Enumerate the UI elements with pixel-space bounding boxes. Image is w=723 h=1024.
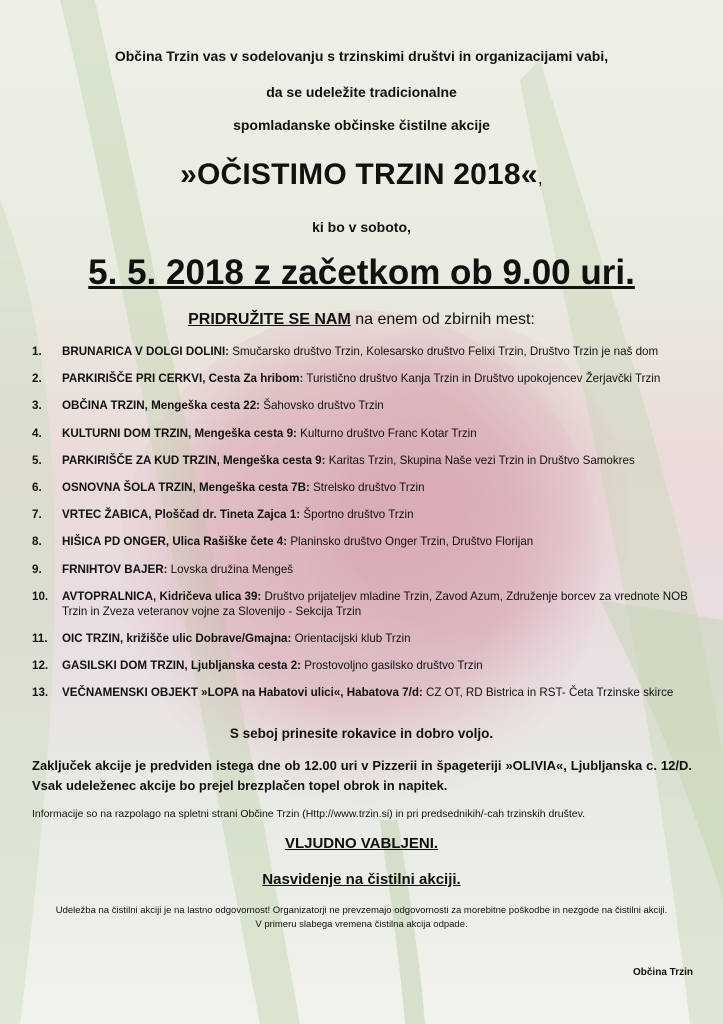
location-groups: Šahovsko društvo Trzin xyxy=(260,399,384,413)
location-place: OBČINA TRZIN, Mengeška cesta 22: xyxy=(62,399,261,413)
location-groups: Smučarsko društvo Trzin, Kolesarsko društvo Felixi Trzin, Društvo Trzin je naš dom xyxy=(229,345,659,358)
location-place: PARKIRIŠČE PRI CERKVI, Cesta Za hribom: xyxy=(62,372,304,386)
location-number: 6. xyxy=(32,480,42,494)
location-item xyxy=(32,480,692,495)
intro-line-1: Občina Trzin vas v sodelovanju s trzinskimi društvi in organizacijami vabi, xyxy=(114,48,609,64)
location-place: BRUNARICA V DOLGI DOLINI: xyxy=(62,345,230,358)
location-groups: Orientacijski klub Trzin xyxy=(291,631,411,645)
location-item xyxy=(32,562,692,577)
bring-note: S seboj prinesite rokavice in dobro voljo. xyxy=(229,726,494,741)
location-item xyxy=(32,534,692,549)
location-item xyxy=(32,631,692,646)
location-groups: Prostovoljno gasilsko društvo Trzin xyxy=(301,659,483,673)
location-number: 13. xyxy=(32,686,49,700)
location-number: 10. xyxy=(32,589,49,603)
event-title-comma: , xyxy=(537,168,543,188)
event-title-text: »OČISTIMO TRZIN 2018« xyxy=(180,158,538,191)
location-number: 4. xyxy=(32,426,42,440)
location-number: 3. xyxy=(32,399,42,413)
location-item xyxy=(32,658,692,673)
location-place: OSNOVNA ŠOLA TRZIN, Mengeška cesta 7B: xyxy=(62,480,310,494)
location-place: KULTURNI DOM TRZIN, Mengeška cesta 9: xyxy=(62,426,297,440)
location-place: FRNIHTOV BAJER: xyxy=(62,562,168,576)
location-number: 2. xyxy=(32,372,42,386)
event-day: ki bo v soboto, xyxy=(312,219,411,235)
location-item xyxy=(32,371,692,386)
location-groups: Planinsko društvo Onger Trzin, Društvo Florijan xyxy=(287,535,534,549)
location-place: OIC TRZIN, križišče ulic Dobrave/Gmajna: xyxy=(62,631,292,645)
location-groups: Karitas Trzin, Skupina Naše vezi Trzin in Društvo Samokres xyxy=(325,453,635,467)
location-item xyxy=(32,685,692,700)
event-title xyxy=(0,158,723,192)
location-place: HIŠICA PD ONGER, Ulica Rašiške čete 4: xyxy=(62,535,288,549)
location-number: 9. xyxy=(32,562,42,576)
join-heading-bold: PRIDRUŽITE SE NAM xyxy=(188,311,351,328)
location-number: 12. xyxy=(32,659,49,673)
location-item xyxy=(32,507,692,522)
location-place: VRTEC ŽABICA, Ploščad dr. Tineta Zajca 1: xyxy=(62,508,301,522)
location-item xyxy=(32,344,692,359)
location-item xyxy=(32,589,692,619)
disclaimer-line-2: V primeru slabega vremena čistilna akcija odpade. xyxy=(255,919,468,930)
location-place: AVTOPRALNICA, Kidričeva ulica 39: xyxy=(62,589,262,603)
location-groups: Športno društvo Trzin xyxy=(300,508,414,522)
location-number: 1. xyxy=(32,345,42,358)
location-list xyxy=(32,344,692,712)
location-number: 5. xyxy=(32,453,42,467)
location-number: 7. xyxy=(32,508,42,522)
location-groups: Kulturno društvo Franc Kotar Trzin xyxy=(296,426,477,440)
intro-line-2: da se udeležite tradicionalne xyxy=(266,84,457,100)
disclaimer-line-1: Udeležba na čistilni akciji je na lastno odgovornost! Organizatorji ne prevzemajo odgovornosti za morebitne poškodbe in nezgode na čistilni akciji. xyxy=(55,905,668,916)
location-item xyxy=(32,453,692,468)
location-place: PARKIRIŠČE ZA KUD TRZIN, Mengeška cesta 9: xyxy=(62,453,326,467)
location-place: GASILSKI DOM TRZIN, Ljubljanska cesta 2: xyxy=(62,659,302,673)
signature: Občina Trzin xyxy=(632,967,693,978)
info-note: Informacije so na razpolago na spletni strani Občine Trzin (Http://www.trzin.si) in pri predsednikih/-cah trzinskih društev. xyxy=(32,808,586,820)
location-groups: Lovska družina Mengeš xyxy=(167,562,294,576)
join-heading-rest: na enem od zbirnih mest: xyxy=(350,311,535,328)
location-item xyxy=(32,426,692,441)
location-place: VEČNAMENSKI OBJEKT »LOPA na Habatovi ulici«, Habatova 7/d: xyxy=(62,686,423,700)
location-groups: Društvo prijateljev mladine Trzin, Zavod Azum, Združenje borcev za vrednote NOB Trzin in Zveza veteranov vojne za Slovenijo - Sekcija Trzin xyxy=(62,589,688,618)
location-item xyxy=(32,398,692,413)
location-groups: Strelsko društvo Trzin xyxy=(309,480,425,494)
invitation-line: VLJUDNO VABLJENI. xyxy=(284,835,439,852)
intro-line-3: spomladanske občinske čistilne akcije xyxy=(233,117,490,133)
location-number: 8. xyxy=(32,535,42,549)
location-groups: CZ OT, RD Bistrica in RST- Četa Trzinske skirce xyxy=(422,686,674,700)
farewell-line: Nasvidenje na čistilni akciji. xyxy=(262,871,461,888)
location-number: 11. xyxy=(32,631,48,645)
join-heading xyxy=(0,311,723,329)
location-groups: Turistično društvo Kanja Trzin in Društvo upokojencev Žerjavčki Trzin xyxy=(303,372,661,386)
disclaimer xyxy=(0,904,723,932)
closing-paragraph: Zaključek akcije je predviden istega dne ob 12.00 uri v Pizzerii in špageteriji »OLIVIA«, Ljubljanska c. 12/D. Vsak udeleženec akcije bo prejel brezplačen topel obrok in napitek. xyxy=(32,758,692,793)
event-date: 5. 5. 2018 z začetkom ob 9.00 uri. xyxy=(88,253,635,292)
